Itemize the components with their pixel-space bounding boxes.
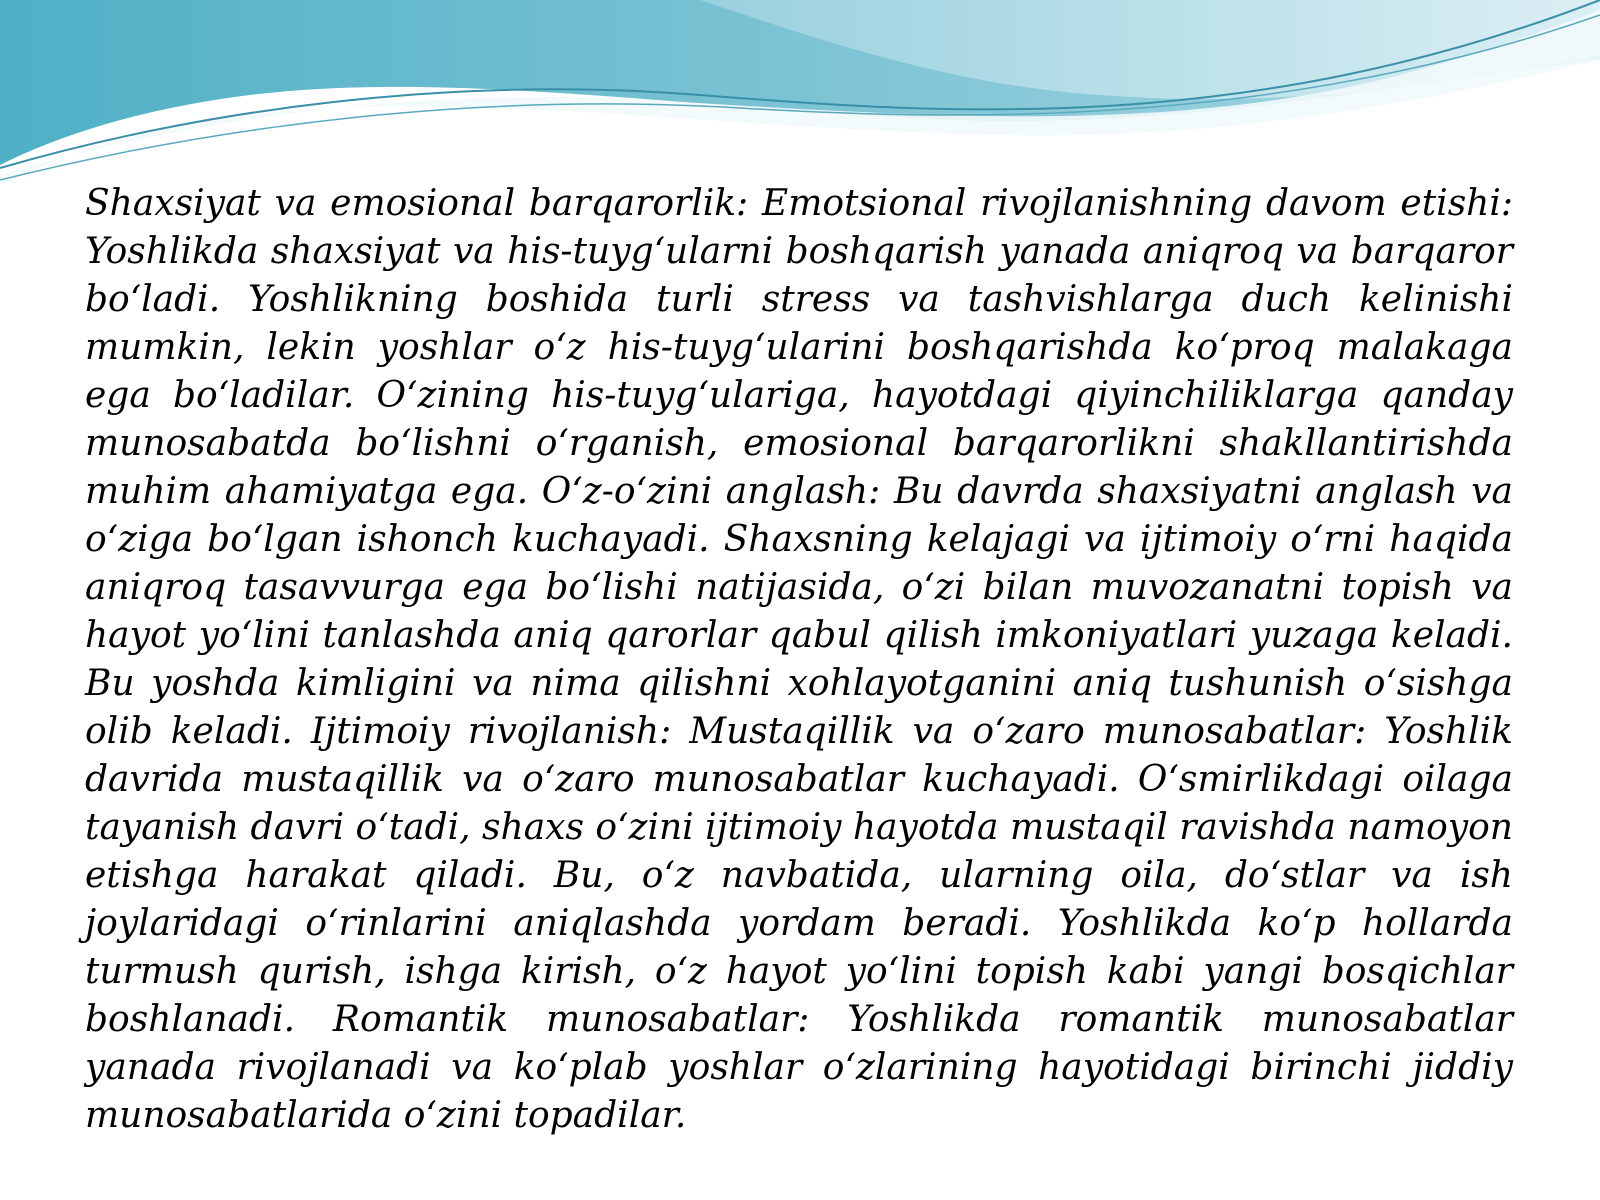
slide-body-text: Shaxsiyat va emosional barqarorlik: Emotsional rivojlanishning davom etishi: Yoshlikda shaxsiyat va his-tuyg‘ularni boshqarish yanada aniqroq va barqaror bo‘ladi. Yoshlikning boshida turli stress va tashvishlarga duch kelinishi mumkin, lekin yoshlar o‘z his-tuyg‘ularini boshqarishda ko‘proq malakaga ega bo‘ladilar. O‘zining his-tuyg‘ulariga, hayotdagi qiyinchiliklarga qanday munosabatda bo‘lishni o‘rganish, emosional barqarorlikni shakllantirishda muhim ahamiyatga ega. O‘z-o‘zini anglash: Bu davrda shaxsiyatni anglash va o‘ziga bo‘lgan ishonch kuchayadi. Shaxsning kelajagi va ijtimoiy o‘rni haqida aniqroq tasavvurga ega bo‘lishi natijasida, o‘zi bilan muvozanatni topish va hayot yo‘lini tanlashda aniq qarorlar qabul qilish imkoniyatlari yuzaga keladi. Bu yoshda kimligini va nima qilishni xohlayotganini aniq tushunish o‘sishga olib keladi. Ijtimoiy rivojlanish: Mustaqillik va o‘zaro munosabatlar: Yoshlik davrida mustaqillik va o‘zaro munosabatlar kuchayadi. O‘smirlikdagi oilaga tayanish davri o‘tadi, shaxs o‘zini ijtimoiy hayotda mustaqil ravishda namoyon etishga harakat qiladi. Bu, o‘z navbatida, ularning oila, do‘stlar va ish joylaridagi o‘rinlarini aniqlashda yordam beradi. Yoshlikda ko‘p hollarda turmush qurish, ishga kirish, o‘z hayot yo‘lini topish kabi yangi bosqichlar boshlanadi. Romantik munosabatlar: Yoshlikda romantik munosabatlar yanada rivojlanadi va ko‘plab yoshlar o‘zlarining hayotidagi birinchi jiddiy munosabatlarida o‘zini topadilar. [85,183,1513,1136]
header-wave-decoration [0,0,1600,200]
